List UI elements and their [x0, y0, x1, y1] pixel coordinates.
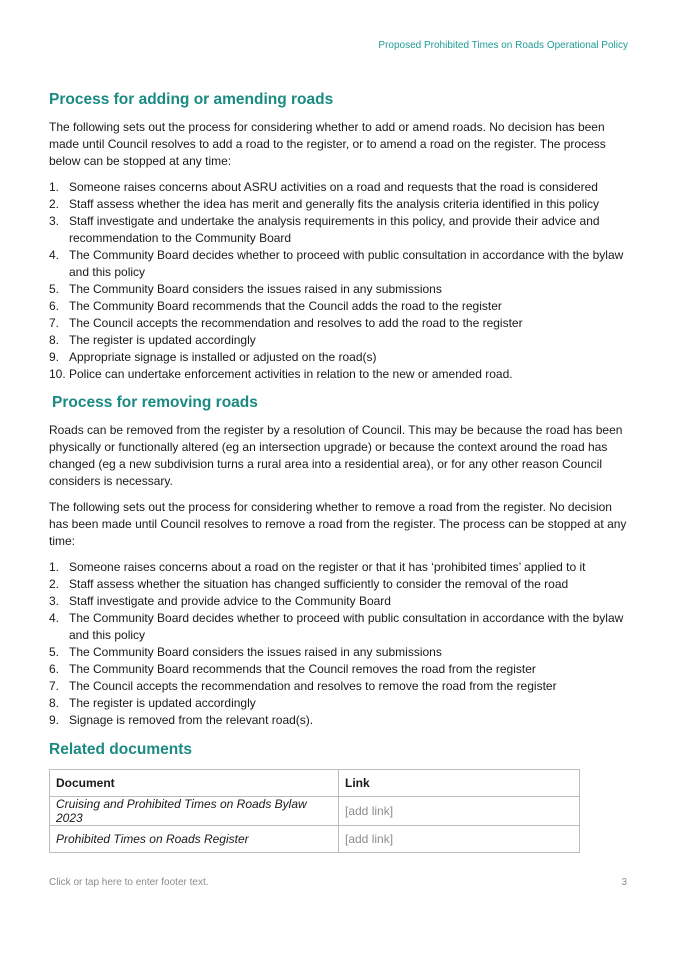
list-item: 7. The Council accepts the recommendation and resolves to add the road to the register: [49, 316, 523, 330]
page-content: [49, 90, 631, 853]
section-intro-removing: The following sets out the process for considering whether to remove a road from the register. No decision has been made until Council resolves to remove a road from the register. The process can be stopped at any time:: [49, 500, 627, 548]
list-item: 8. The register is updated accordingly: [49, 333, 256, 347]
list-item: 3. Staff investigate and provide advice to the Community Board: [49, 594, 391, 608]
list-item: 4. The Community Board decides whether to proceed with public consultation in accordance with the bylaw and this policy: [49, 611, 624, 642]
section-para-removing: Roads can be removed from the register by a resolution of Council. This may be because the road has been physically or functionally altered (eg an intersection upgrade) or because the context around the road has changed (eg a new subdivision turns a rural area into a residential area), or for any other reason Council considers is necessary.: [49, 423, 623, 488]
table-header-row: [50, 770, 580, 797]
running-header: Proposed Prohibited Times on Roads Operational Policy: [378, 40, 628, 51]
list-item: 2. Staff assess whether the idea has merit and generally fits the analysis criteria identified in this policy: [49, 197, 600, 211]
list-item: 8. The register is updated accordingly: [49, 696, 256, 710]
list-item: 6. The Community Board recommends that the Council adds the road to the register: [49, 299, 502, 313]
list-item: 5. The Community Board considers the issues raised in any submissions: [49, 645, 442, 659]
list-item: 1. Someone raises concerns about a road on the register or that it has ‘prohibited times’ applied to it: [49, 560, 586, 574]
section-heading-adding: Process for adding or amending roads: [49, 91, 334, 108]
list-item: 3. Staff investigate and undertake the analysis requirements in this policy, and provide their advice and recommendation to the Community Board: [49, 214, 600, 245]
add-link-placeholder[interactable]: [add link]: [339, 826, 580, 853]
footer-text-placeholder[interactable]: Click or tap here to enter footer text.: [49, 877, 209, 888]
add-link-placeholder[interactable]: [add link]: [339, 797, 580, 826]
section-heading-removing: Process for removing roads: [52, 394, 258, 411]
document-name-cell: Cruising and Prohibited Times on Roads Bylaw 2023: [50, 797, 339, 826]
column-header-document: Document: [50, 770, 339, 797]
section-heading-related: Related documents: [49, 741, 192, 758]
list-item: 6. The Community Board recommends that the Council removes the road from the register: [49, 662, 536, 676]
list-item: 5. The Community Board considers the issues raised in any submissions: [49, 282, 442, 296]
list-item: 1. Someone raises concerns about ASRU activities on a road and requests that the road is considered: [49, 180, 598, 194]
list-item: 4. The Community Board decides whether to proceed with public consultation in accordance with the bylaw and this policy: [49, 248, 624, 279]
list-item: 2. Staff assess whether the situation has changed sufficiently to consider the removal of the road: [49, 577, 569, 591]
list-item: 7. The Council accepts the recommendation and resolves to remove the road from the register: [49, 679, 557, 693]
list-item: 9. Appropriate signage is installed or adjusted on the road(s): [49, 350, 377, 364]
column-header-link: Link: [339, 770, 580, 797]
list-item: 9. Signage is removed from the relevant road(s).: [49, 713, 314, 727]
page-number: 3: [621, 877, 627, 888]
list-item: 10. Police can undertake enforcement activities in relation to the new or amended road.: [49, 367, 513, 381]
table-row: [50, 797, 580, 826]
section-intro-adding: The following sets out the process for considering whether to add or amend roads. No decision has been made until Council resolves to add a road to the register, or to amend a road on the register. The process below can be stopped at any time:: [49, 120, 606, 168]
document-name-cell: Prohibited Times on Roads Register: [50, 826, 339, 853]
steps-list-removing: [49, 559, 631, 729]
related-documents-table: [49, 769, 580, 853]
table-row: [50, 826, 580, 853]
steps-list-adding: [49, 179, 631, 383]
